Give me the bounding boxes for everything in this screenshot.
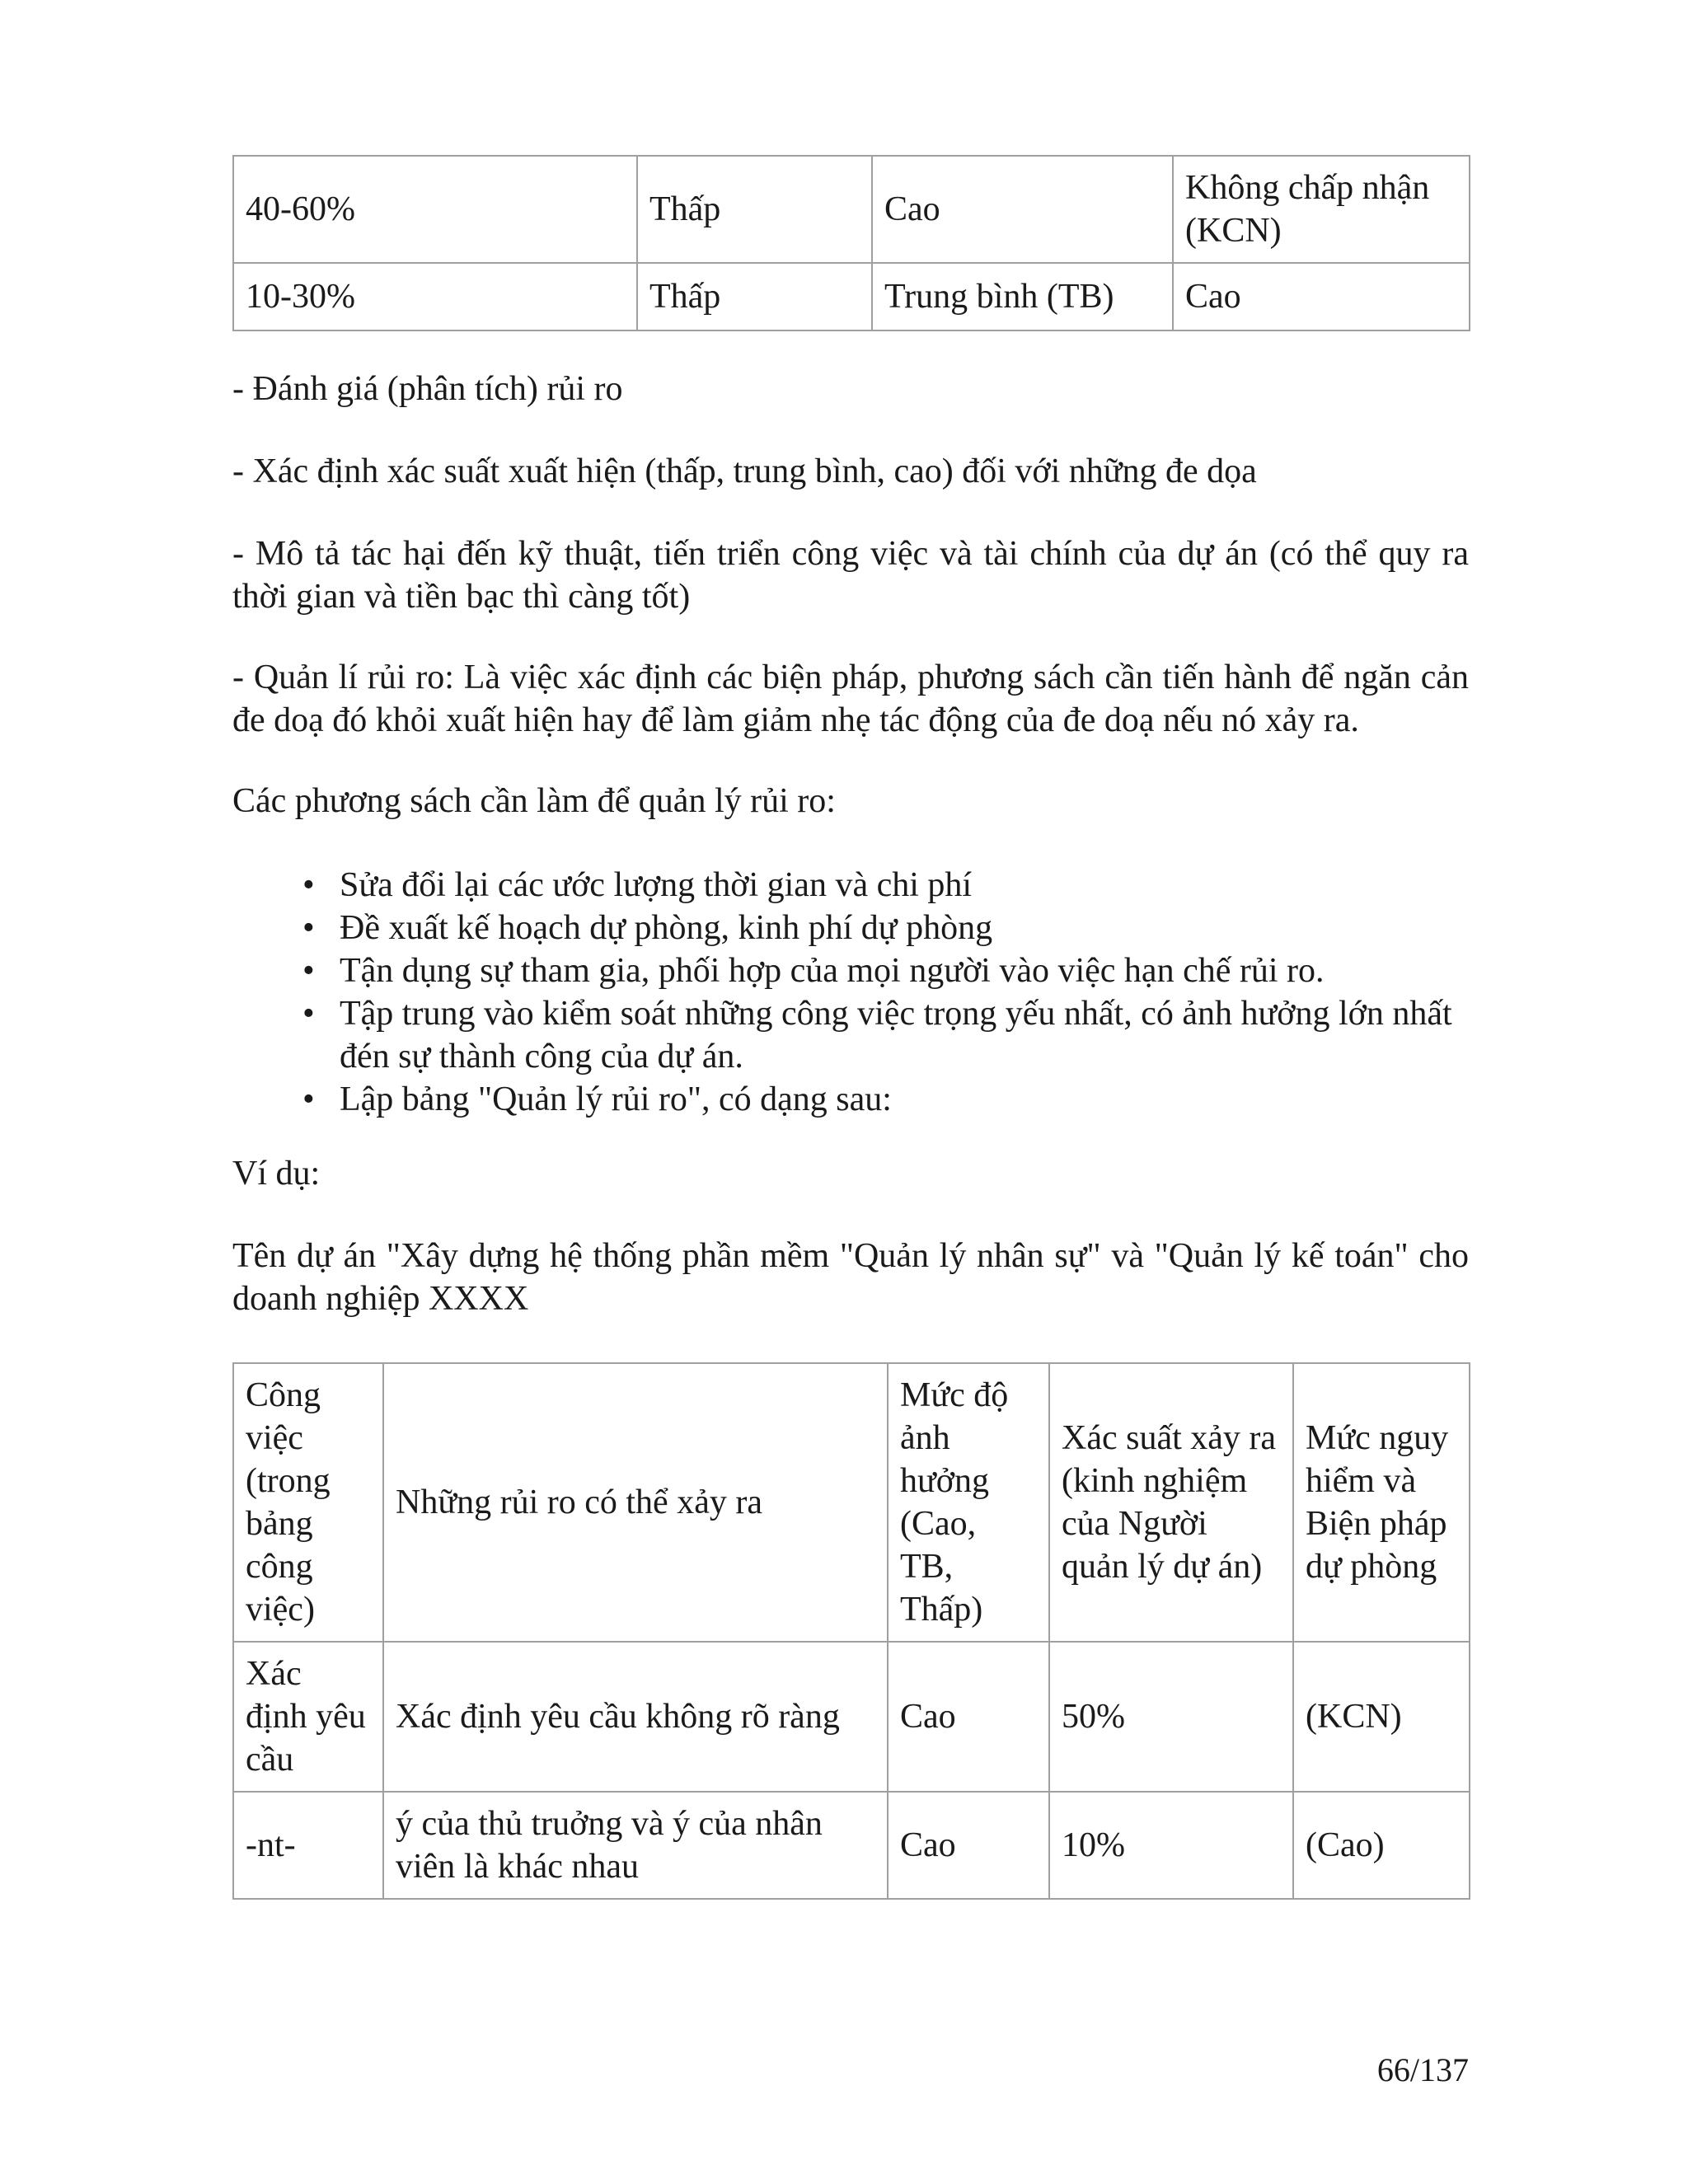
list-item bbox=[232, 1078, 1469, 1121]
bullet-icon: • bbox=[302, 1080, 315, 1118]
table-cell: Thấp bbox=[637, 263, 872, 330]
column-header: Mức độ ảnh hưởng (Cao, TB, Thấp) bbox=[888, 1363, 1049, 1642]
example-label: Ví dụ: bbox=[232, 1155, 321, 1193]
paragraph-risk-assessment: - Đánh giá (phân tích) rủi ro bbox=[232, 370, 623, 408]
paragraph-risk-management: - Quản lí rủi ro: Là việc xác định các biện pháp, phương sách cần tiến hành để ngăn cản đe doạ đó khỏi xuất hiện hay để làm giảm nhẹ tác động của đe doạ nếu nó xảy ra. bbox=[232, 658, 1469, 739]
list-item bbox=[232, 907, 1469, 949]
table-cell: (KCN) bbox=[1293, 1642, 1470, 1792]
list-item-text: Đề xuất kế hoạch dự phòng, kinh phí dự phòng bbox=[340, 909, 993, 947]
strategy-list bbox=[232, 864, 1469, 1121]
list-item-text: Sửa đổi lại các ước lượng thời gian và chi phí bbox=[340, 866, 973, 904]
table-row bbox=[233, 156, 1470, 263]
table-cell: (Cao) bbox=[1293, 1792, 1470, 1899]
list-item-text: Tận dụng sự tham gia, phối hợp của mọi người vào việc hạn chế rủi ro. bbox=[340, 952, 1325, 990]
page-number: 66/137 bbox=[1376, 2051, 1469, 2088]
risk-management-table bbox=[232, 1362, 1470, 1900]
list-item-text: Lập bảng "Quản lý rủi ro", có dạng sau: bbox=[340, 1080, 892, 1118]
table-row bbox=[233, 1642, 1470, 1792]
bullet-icon: • bbox=[302, 952, 315, 990]
list-item bbox=[232, 949, 1469, 992]
column-header: Những rủi ro có thể xảy ra bbox=[383, 1363, 888, 1642]
paragraph-probability: - Xác định xác suất xuất hiện (thấp, trung bình, cao) đối với những đe dọa bbox=[232, 452, 1257, 490]
list-item-text: Tập trung vào kiểm soát những công việc trọng yếu nhất, có ảnh hưởng lớn nhất đén sự thành công của dự án. bbox=[340, 995, 1452, 1076]
table-cell: Xác định yêu cầu bbox=[233, 1642, 383, 1792]
paragraph-impact: - Mô tả tác hại đến kỹ thuật, tiến triển công việc và tài chính của dự án (có thể quy ra thời gian và tiền bạc thì càng tốt) bbox=[232, 535, 1469, 616]
table-cell: Cao bbox=[1173, 263, 1470, 330]
bullet-icon: • bbox=[302, 995, 315, 1033]
table-cell: 10-30% bbox=[233, 263, 637, 330]
project-name: Tên dự án "Xây dựng hệ thống phần mềm "Quản lý nhân sự" và "Quản lý kế toán" cho doanh nghiệp XXXX bbox=[232, 1237, 1469, 1318]
table-cell: Cao bbox=[888, 1642, 1049, 1792]
column-header: Xác suất xảy ra (kinh nghiệm của Người quản lý dự án) bbox=[1049, 1363, 1293, 1642]
probability-table bbox=[232, 155, 1470, 331]
table-cell: 10% bbox=[1049, 1792, 1293, 1899]
bullet-icon: • bbox=[302, 909, 315, 947]
table-header-row bbox=[233, 1363, 1470, 1642]
table-cell: Cao bbox=[888, 1792, 1049, 1899]
table-cell: 50% bbox=[1049, 1642, 1293, 1792]
table-row bbox=[233, 1792, 1470, 1899]
table-row bbox=[233, 263, 1470, 330]
table-cell: Thấp bbox=[637, 156, 872, 263]
list-item bbox=[232, 864, 1469, 907]
table-cell: 40-60% bbox=[233, 156, 637, 263]
column-header: Công việc (trong bảng công việc) bbox=[233, 1363, 383, 1642]
table-cell: Trung bình (TB) bbox=[872, 263, 1173, 330]
bullet-icon: • bbox=[302, 866, 315, 904]
paragraph-strategies-intro: Các phương sách cần làm để quản lý rủi ro: bbox=[232, 782, 836, 820]
list-item bbox=[232, 992, 1469, 1078]
table-cell: -nt- bbox=[233, 1792, 383, 1899]
table-cell: Xác định yêu cầu không rõ ràng bbox=[383, 1642, 888, 1792]
table-cell: Không chấp nhận (KCN) bbox=[1173, 156, 1470, 263]
table-cell: Cao bbox=[872, 156, 1173, 263]
column-header: Mức nguy hiểm và Biện pháp dự phòng bbox=[1293, 1363, 1470, 1642]
table-cell: ý của thủ truởng và ý của nhân viên là khác nhau bbox=[383, 1792, 888, 1899]
